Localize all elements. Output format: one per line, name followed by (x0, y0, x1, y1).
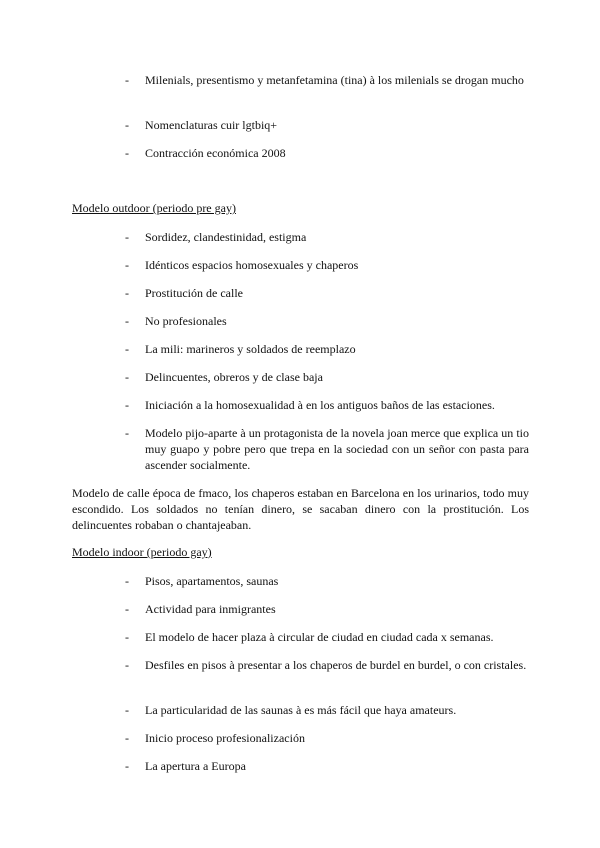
list-item (125, 702, 529, 718)
list-item (125, 758, 529, 774)
list-item-text: La apertura a Europa (145, 759, 246, 773)
list-item-text: Actividad para inmigrantes (145, 602, 276, 616)
bullet-dash: - (125, 146, 129, 160)
section-heading-indoor: Modelo indoor (periodo gay) (72, 545, 212, 559)
list-item (125, 341, 529, 357)
bullet-dash: - (125, 602, 129, 616)
bullet-dash: - (125, 630, 129, 644)
list-item-text: Prostitución de calle (145, 286, 243, 300)
list-item-text: No profesionales (145, 314, 227, 328)
list-item-text: Nomenclaturas cuir lgtbiq+ (145, 118, 278, 132)
list-item-text: Inicio proceso profesionalización (145, 731, 305, 745)
list-item (125, 657, 529, 673)
bullet-dash: - (125, 342, 129, 356)
list-item-text: Iniciación a la homosexualidad à en los antiguos baños de las estaciones. (145, 398, 495, 412)
list-item (125, 72, 529, 88)
list-item (125, 730, 529, 746)
bullet-dash: - (125, 118, 129, 132)
list-item (125, 601, 529, 617)
list-item-text: Pisos, apartamentos, saunas (145, 574, 279, 588)
list-item (125, 629, 529, 645)
list-item-text: El modelo de hacer plaza à circular de ciudad en ciudad cada x semanas. (145, 630, 494, 644)
bullet-dash: - (125, 286, 129, 300)
section-heading-outdoor: Modelo outdoor (periodo pre gay) (72, 201, 236, 215)
bullet-dash: - (125, 73, 129, 87)
list-item-text: Milenials, presentismo y metanfetamina (tina) à los milenials se drogan mucho (145, 73, 524, 87)
list-item (125, 397, 529, 413)
list-item (125, 285, 529, 301)
list-item (125, 425, 529, 473)
list-item-text: La mili: marineros y soldados de reemplazo (145, 342, 356, 356)
list-item (125, 117, 529, 133)
bullet-dash: - (125, 230, 129, 244)
list-item-text: Idénticos espacios homosexuales y chaperos (145, 258, 359, 272)
bullet-dash: - (125, 314, 129, 328)
list-item-text: Delincuentes, obreros y de clase baja (145, 370, 323, 384)
list-item-text: La particularidad de las saunas à es más fácil que haya amateurs. (145, 703, 457, 717)
bullet-dash: - (125, 759, 129, 773)
bullet-dash: - (125, 398, 129, 412)
list-item (125, 229, 529, 245)
bullet-dash: - (125, 731, 129, 745)
bullet-dash: - (125, 574, 129, 588)
list-item-text: Sordidez, clandestinidad, estigma (145, 230, 307, 244)
list-item (125, 257, 529, 273)
bullet-dash: - (125, 658, 129, 672)
body-paragraph: Modelo de calle época de fmaco, los chaperos estaban en Barcelona en los urinarios, todo muy escondido. Los soldados no tenían dinero, se sacaban dinero con la prostitución. Los delincuentes robaban o chantajeaban. (72, 486, 529, 532)
list-item (125, 369, 529, 385)
list-item-text: Modelo pijo-aparte à un protagonista de la novela joan merce que explica un tio muy guapo y pobre pero que trepa en la sociedad con un señor con pasta para ascender socialmente. (145, 426, 529, 472)
bullet-dash: - (125, 258, 129, 272)
list-item-text: Contracción económica 2008 (145, 146, 286, 160)
list-item-text: Desfiles en pisos à presentar a los chaperos de burdel en burdel, o con cristales. (145, 658, 527, 672)
bullet-dash: - (125, 703, 129, 717)
list-item (125, 573, 529, 589)
list-item (125, 313, 529, 329)
bullet-dash: - (125, 426, 129, 440)
bullet-dash: - (125, 370, 129, 384)
list-item (125, 145, 529, 161)
